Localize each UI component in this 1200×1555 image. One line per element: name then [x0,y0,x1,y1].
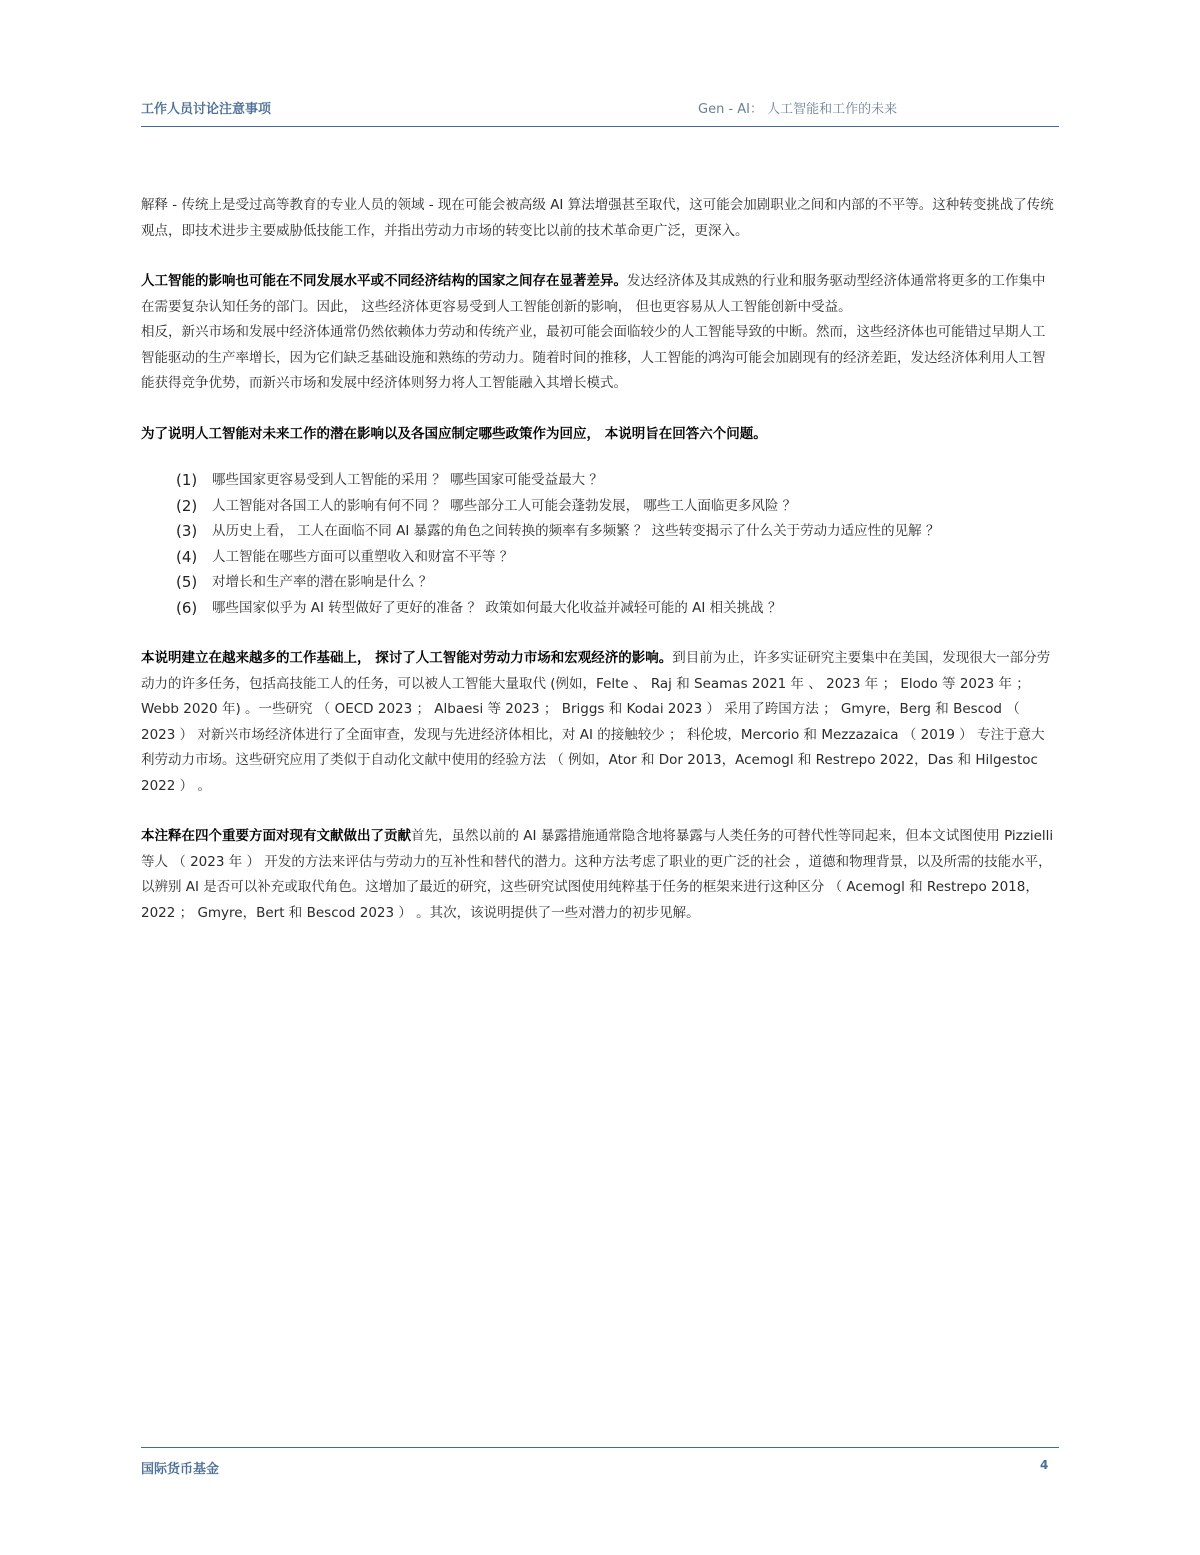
paragraph-5 [141,646,1056,799]
header-right-title: Gen - AI： 人工智能和工作的未来 [698,102,898,117]
footer-organization: 国际货币基金 [141,1462,220,1477]
question-number: (4) [176,547,198,566]
question-item [176,519,1056,545]
question-number: (2) [176,496,198,515]
paragraph-5-text: 到目前为止，许多实证研究主要集中在美国，发现很大一部分劳动力的许多任务，包括高技能工人的任务，可以被人工智能大量取代 (例如，Felte 、 Raj 和 Seamas 2021 年 、 2023 年 ； Elodo 等 2023 年 ； Webb 2020 年) 。一些研究 （ OECD 2023 ； Albaesi 等 2023 ； Briggs 和 Kodai 2023 ） 采用了跨国方法 ； Gmyre，Berg 和 Bescod （ 2023 ） 对新兴市场经济体进行了全面审查，发现与先进经济体相比，对 AI 的接触较少 ； 科伦坡，Mercorio 和 Mezzazaica （ 2019 ） 专注于意大利劳动力市场。这些研究应用了类似于自动化文献中使用的经验方法 （ 例如，Ator 和 Dor 2013，Acemogl 和 Restrepo 2022，Das 和 Hilgestoc 2022 ） 。 [141,650,1051,794]
question-item [176,545,1056,571]
paragraph-2-lead: 人工智能的影响也可能在不同发展水平或不同经济结构的国家之间存在显著差异。 [141,273,627,289]
paragraph-6-lead: 本注释在四个重要方面对现有文献做出了贡献 [141,828,411,844]
question-text: 哪些国家似乎为 AI 转型做好了更好的准备 ？ 政策如何最大化收益并减轻可能的 AI 相关挑战 ？ [212,599,782,616]
paragraph-5-lead: 本说明建立在越来越多的工作基础上， 探讨了人工智能对劳动力市场和宏观经济的影响。 [141,650,673,666]
question-text: 从历史上看， 工人在面临不同 AI 暴露的角色之间转换的频率有多频繁 ？ 这些转变揭示了什么关于劳动力适应性的见解 ？ [212,523,940,539]
question-item [176,570,1056,596]
paragraph-1: 解释 - 传统上是受过高等教育的专业人员的领域 - 现在可能会被高级 AI 算法增强甚至取代，这可能会加剧职业之间和内部的不平等。这种转变挑战了传统观点，即技术进步主要威胁低技能工作，并指出劳动力市场的转变比以前的技术革命更广泛，更深入。 [141,197,1054,239]
paragraph-2 [141,269,1056,320]
paragraph-3: 相反，新兴市场和发展中经济体通常仍然依赖体力劳动和传统产业，最初可能会面临较少的人工智能导致的中断。然而，这些经济体也可能错过早期人工智能驱动的生产率增长，因为它们缺乏基础设施和熟练的劳动力。随着时间的推移，人工智能的鸿沟可能会加剧现有的经济差距，发达经济体利用人工智能获得竞争优势，而新兴市场和发展中经济体则努力将人工智能融入其增长模式。 [141,324,1046,391]
header-divider [141,126,1059,127]
page-number: 4 [1040,1458,1049,1472]
paragraph-6 [141,824,1056,926]
question-number: (1) [176,471,198,489]
question-item [176,596,1056,622]
question-item [176,468,1056,494]
question-text: 人工智能在哪些方面可以重塑收入和财富不平等 ？ [212,548,514,565]
document-body [141,193,1056,926]
question-text: 哪些国家更容易受到人工智能的采用 ？ 哪些国家可能受益最大 ？ [212,472,603,488]
question-text: 人工智能对各国工人的影响有何不同 ？ 哪些部分工人可能会蓬勃发展， 哪些工人面临更多风险 ？ [212,497,797,514]
paragraph-2-text: 发达经济体及其成熟的行业和服务驱动型经济体通常将更多的工作集中在需要复杂认知任务的部门。因此， 这些经济体更容易受到人工智能创新的影响， 但也更容易从人工智能创新中受益。 [141,273,1046,315]
footer-divider [141,1447,1059,1448]
paragraph-4-lead: 为了说明人工智能对未来工作的潜在影响以及各国应制定哪些政策作为回应， 本说明旨在回答六个问题。 [141,425,767,442]
question-number: (5) [176,573,198,591]
questions-list [176,468,1056,621]
question-text: 对增长和生产率的潜在影响是什么 ？ [212,574,433,590]
paragraph-6-text: 首先，虽然以前的 AI 暴露措施通常隐含地将暴露与人类任务的可替代性等同起来，但本文试图使用 Pizzielli 等人 （ 2023 年 ） 开发的方法来评估与劳动力的互补性和替代的潜力。这种方法考虑了职业的更广泛的社会 ，道德和物理背景，以及所需的技能水平，以辨别 AI 是否可以补充或取代角色。这增加了最近的研究，这些研究试图使用纯粹基于任务的框架来进行这种区分 （ Acemogl 和 Restrepo 2018，2022 ； Gmyre，Bert 和 Bescod 2023 ） 。其次，该说明提供了一些对潜力的初步见解。 [141,828,1054,921]
question-item [176,494,1056,520]
header-left-title: 工作人员讨论注意事项 [141,102,272,117]
paragraph-4 [141,422,1056,448]
question-number: (6) [176,598,198,617]
question-number: (3) [176,522,198,540]
